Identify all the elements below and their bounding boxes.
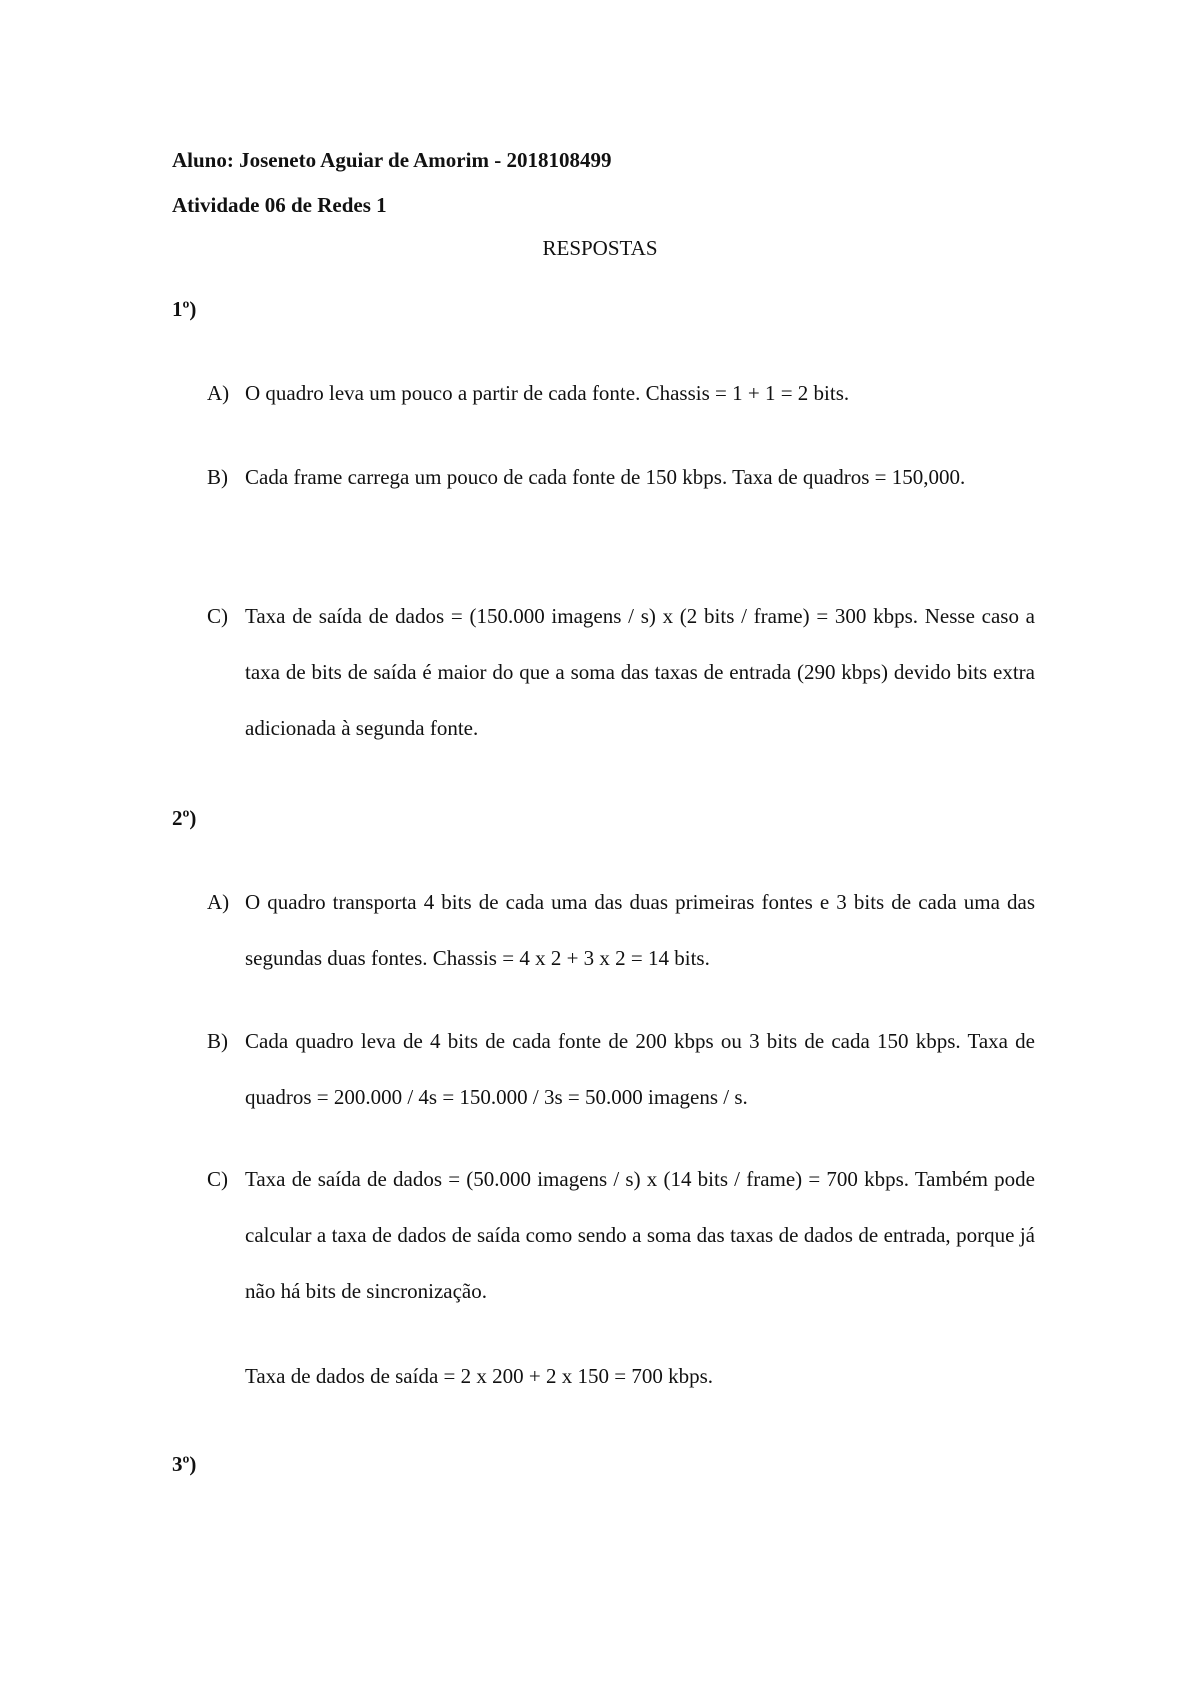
answer-text: Taxa de saída de dados = (50.000 imagens / s) x (14 bits / frame) = 700 kbps. Também pode calcular a taxa de dados de saída como sendo a soma das taxas de dados de entrada, porque já não há bits de sincronização. [245, 1167, 1035, 1303]
answer-text: Cada frame carrega um pouco de cada fonte de 150 kbps. Taxa de quadros = 150,000. [245, 465, 966, 489]
answer-1c [207, 588, 1035, 756]
answer-2c-formula: Taxa de dados de saída = 2 x 200 + 2 x 150 = 700 kbps. [245, 1364, 713, 1388]
answer-letter: A) [207, 890, 230, 914]
answer-text: O quadro transporta 4 bits de cada uma das duas primeiras fontes e 3 bits de cada uma das segundas duas fontes. Chassis = 4 x 2 + 3 x 2 = 14 bits. [245, 890, 1035, 970]
answer-text: Taxa de saída de dados = (150.000 imagens / s) x (2 bits / frame) = 300 kbps. Nesse caso a taxa de bits de saída é maior do que a soma das taxas de entrada (290 kbps) devido bits extra adicionada à segunda fonte. [245, 604, 1035, 740]
answer-1a [207, 365, 1035, 421]
answer-2c [207, 1151, 1035, 1319]
answer-1b [207, 449, 1035, 505]
answer-text: O quadro leva um pouco a partir de cada fonte. Chassis = 1 + 1 = 2 bits. [245, 381, 850, 405]
answer-2a [207, 874, 1035, 986]
question-2-label: 2º) [172, 806, 197, 830]
answer-2b [207, 1013, 1035, 1125]
answer-letter: B) [207, 1029, 228, 1053]
answer-letter: A) [207, 381, 230, 405]
answer-letter: C) [207, 604, 228, 628]
question-3-label: 3º) [172, 1452, 197, 1476]
page-title: RESPOSTAS [542, 236, 658, 260]
question-1-label: 1º) [172, 297, 197, 321]
answer-letter: C) [207, 1167, 228, 1191]
answer-letter: B) [207, 465, 228, 489]
activity-title: Atividade 06 de Redes 1 [172, 193, 387, 217]
answer-text: Cada quadro leva de 4 bits de cada fonte de 200 kbps ou 3 bits de cada 150 kbps. Taxa de quadros = 200.000 / 4s = 150.000 / 3s = 50.000 imagens / s. [245, 1029, 1035, 1109]
student-name: Aluno: Joseneto Aguiar de Amorim - 2018108499 [172, 148, 612, 172]
